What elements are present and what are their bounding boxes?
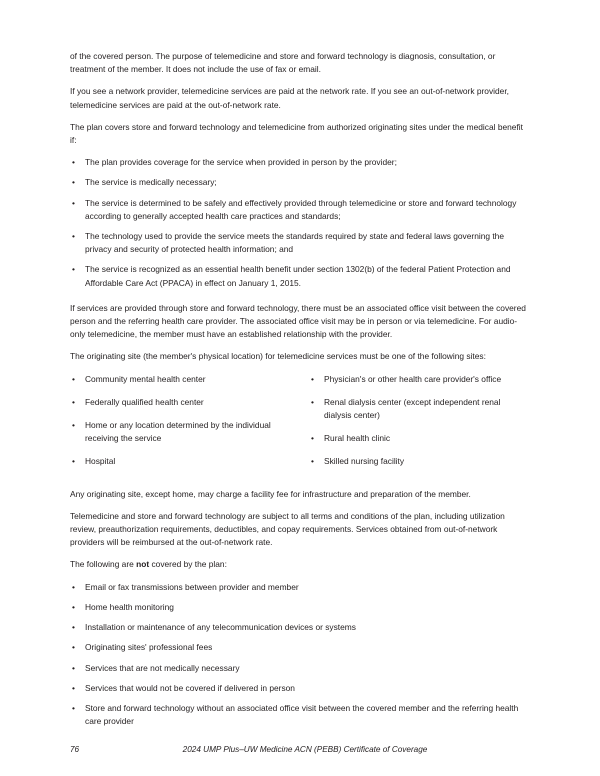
list-item xyxy=(70,176,530,189)
bullet-icon: • xyxy=(72,456,75,467)
list-originating-sites-right xyxy=(309,373,530,469)
originating-sites-right-column xyxy=(309,373,530,479)
originating-sites-columns xyxy=(70,373,530,479)
list-item xyxy=(70,263,530,289)
originating-sites-left-column xyxy=(70,373,291,479)
bullet-icon: • xyxy=(72,601,75,612)
page-footer xyxy=(70,745,530,754)
list-item xyxy=(70,197,530,223)
list-item xyxy=(309,396,530,422)
list-item xyxy=(70,682,530,695)
list-item xyxy=(70,230,530,256)
paragraph-continued-telemedicine-definition: of the covered person. The purpose of telemedicine and store and forward technology is diagnosis, consultation, or treatment of the member. It does not include the use of fax or email. xyxy=(70,51,496,75)
list-coverage-conditions xyxy=(70,156,530,290)
bullet-icon: • xyxy=(311,456,314,467)
list-item-text: Rural health clinic xyxy=(324,433,391,444)
paragraph-terms-and-conditions: Telemedicine and store and forward technology are subject to all terms and conditions of the plan, including utilization review, preauthorization requirements, deductibles, and copay requirements. Services obtained from out-of-network providers will be reimbursed at the out-of-network rate. xyxy=(70,510,505,548)
page-content xyxy=(70,50,530,728)
paragraph-network-rates: If you see a network provider, telemedicine services are paid at the network rate. If you see an out-of-network provider, telemedicine services are paid at the out-of-network rate. xyxy=(70,86,509,110)
list-item-text: Email or fax transmissions between provider and member xyxy=(85,581,299,592)
list-item-text: The service is determined to be safely and effectively provided through telemedicine or store and forward technology according to generally accepted health care practices and standards; xyxy=(85,197,517,221)
list-item-text: Services that are not medically necessary xyxy=(85,662,240,673)
bullet-icon: • xyxy=(311,396,314,407)
list-item xyxy=(70,581,530,594)
paragraph-associated-office-visit: If services are provided through store and forward technology, there must be an associated office visit between the covered person and the referring health care provider. The associated office visit may be in person or via telemedicine. For audio-only telemedicine, the member must have an established relationship with the provider. xyxy=(70,302,526,340)
list-item-text: The service is medically necessary; xyxy=(85,177,217,188)
list-item xyxy=(70,662,530,675)
list-item-text: Originating sites' professional fees xyxy=(85,642,213,653)
bullet-icon: • xyxy=(72,662,75,673)
bullet-icon: • xyxy=(72,420,75,431)
list-item xyxy=(70,601,530,614)
page-number: 76 xyxy=(70,745,80,754)
list-item-text: The plan provides coverage for the service when provided in person by the provider; xyxy=(85,157,397,168)
list-item xyxy=(70,641,530,654)
bullet-icon: • xyxy=(72,177,75,188)
list-item xyxy=(309,432,530,445)
list-item-text: Services that would not be covered if delivered in person xyxy=(85,682,295,693)
list-item-text: Store and forward technology without an associated office visit between the covered member and the referring health care provider xyxy=(85,702,519,727)
bullet-icon: • xyxy=(72,264,75,275)
bullet-icon: • xyxy=(72,702,75,713)
bullet-icon: • xyxy=(72,642,75,653)
bullet-icon: • xyxy=(72,373,75,384)
not-covered-prefix: The following are xyxy=(70,559,137,570)
bullet-icon: • xyxy=(72,197,75,208)
list-originating-sites-left xyxy=(70,373,291,469)
list-item-text: Home health monitoring xyxy=(85,601,174,612)
paragraph-not-covered-intro xyxy=(70,558,530,571)
paragraph-facility-fee: Any originating site, except home, may charge a facility fee for infrastructure and preparation of the member. xyxy=(70,488,471,499)
bullet-icon: • xyxy=(311,433,314,444)
bullet-icon: • xyxy=(311,373,314,384)
list-item-text: The technology used to provide the service meets the standards required by state and federal laws governing the privacy and security of protected health information; and xyxy=(85,231,504,255)
not-covered-emphasis: not xyxy=(136,559,150,570)
list-item-text: Home or any location determined by the individual receiving the service xyxy=(85,420,271,444)
list-item-text: Physician's or other health care provider's office xyxy=(324,373,502,384)
list-item-text: The service is recognized as an essential health benefit under section 1302(b) of the federal Patient Protection and Affordable Care Act (PPACA) in effect on January 1, 2015. xyxy=(85,264,511,288)
bullet-icon: • xyxy=(72,231,75,242)
list-item-text: Community mental health center xyxy=(85,373,206,384)
list-item-text: Skilled nursing facility xyxy=(324,456,405,467)
bullet-icon: • xyxy=(72,581,75,592)
bullet-icon: • xyxy=(72,157,75,168)
list-item xyxy=(309,373,530,386)
list-item xyxy=(70,455,291,468)
list-item-text: Installation or maintenance of any telecommunication devices or systems xyxy=(85,622,356,633)
bullet-icon: • xyxy=(72,396,75,407)
paragraph-originating-site-intro: The originating site (the member's physical location) for telemedicine services must be one of the following sites: xyxy=(70,351,486,362)
list-item xyxy=(70,156,530,169)
paragraph-plan-covers-intro: The plan covers store and forward technology and telemedicine from authorized originating sites under the medical benefit if: xyxy=(70,121,523,146)
list-item-text: Renal dialysis center (except independent renal dialysis center) xyxy=(324,396,501,421)
list-item xyxy=(70,702,530,728)
list-item xyxy=(70,373,291,386)
list-item xyxy=(70,621,530,634)
bullet-icon: • xyxy=(72,682,75,693)
list-not-covered xyxy=(70,581,530,729)
list-item xyxy=(70,396,291,409)
list-item xyxy=(70,419,291,445)
list-item-text: Federally qualified health center xyxy=(85,396,204,407)
not-covered-suffix: covered by the plan: xyxy=(149,559,227,570)
bullet-icon: • xyxy=(72,622,75,633)
list-item xyxy=(309,455,530,468)
footer-title: 2024 UMP Plus–UW Medicine ACN (PEBB) Certificate of Coverage xyxy=(182,745,428,754)
list-item-text: Hospital xyxy=(85,456,116,467)
